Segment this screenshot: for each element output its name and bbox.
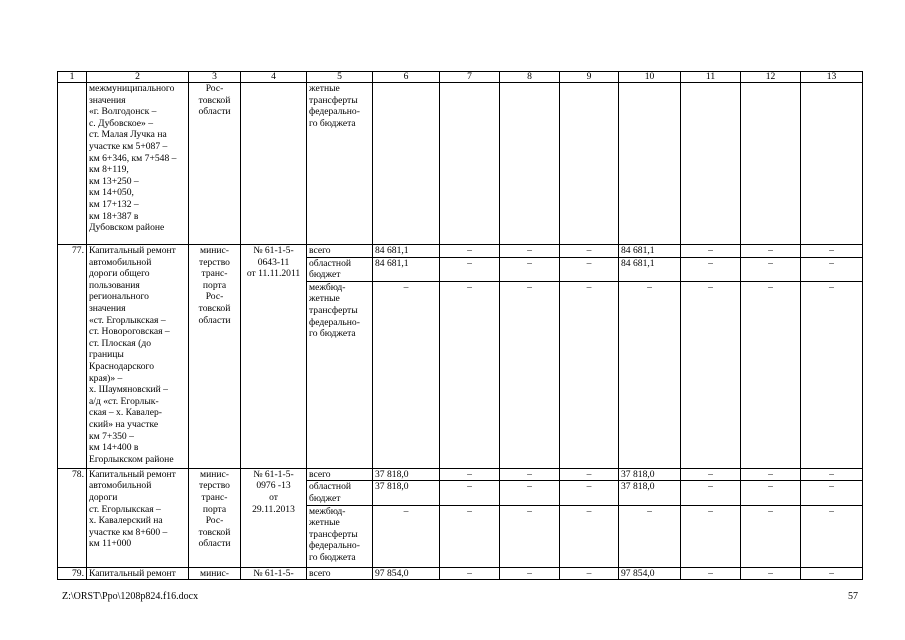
object-name: межмуниципального значения «г. Волгодонск – с. Дубовское» – ст. Малая Лучка на участке км 5+087 – км 6+346, км 7+548 – км 8+119, км 13+250 – км 14+050, км 17+132 – км 18+387 в Дубовском районе xyxy=(87,83,189,245)
document-number: № 61-1-5- 0643-11 от 11.11.2011 xyxy=(241,245,307,469)
column-number: 6 xyxy=(373,72,440,83)
table-row: областной бюджет 84 681,1 – – – 84 681,1 – – – xyxy=(58,257,863,281)
amount-col10: 37 818,0 xyxy=(619,481,681,505)
funding-source: жетные трансферты федерально- го бюджета xyxy=(307,83,373,245)
object-name: Капитальный ремонт автомобильной дороги ст. Егорлыкская – х. Кавалерский на участке км 8+600 – км 11+000 xyxy=(87,468,189,567)
funding-source: областной бюджет xyxy=(307,257,373,281)
document-number: № 61-1-5- xyxy=(241,567,307,580)
organization: минис- терство транс- порта Рос- товской области xyxy=(189,245,241,469)
amount-col6: 37 818,0 xyxy=(373,481,440,505)
funding-source: всего xyxy=(307,567,373,580)
amount-col6: 84 681,1 xyxy=(373,257,440,281)
amount-col6: 84 681,1 xyxy=(373,245,440,258)
column-number: 5 xyxy=(307,72,373,83)
object-name: Капитальный ремонт автомобильной дороги общего пользования регионального значения «ст. Егорлыкская – ст. Новороговская – ст. Плоская (до границы Краснодарского края)» – х. Шаумяновский – а/д «ст. Егорлык- ская – х. Кавалер- ский» на участке км 7+350 – км 14+400 в Егорлыкском районе xyxy=(87,245,189,469)
organization: Рос- товской области xyxy=(189,83,241,245)
amount-col6: 37 818,0 xyxy=(373,468,440,481)
column-number: 8 xyxy=(500,72,560,83)
amount-col10: 84 681,1 xyxy=(619,257,681,281)
column-number: 11 xyxy=(681,72,741,83)
column-number-row xyxy=(58,72,863,83)
table-row: 77. Капитальный ремонт автомобильной дороги общего пользования регионального значения «ст. Егорлыкская – ст. Новороговская – ст. Плоская (до границы Краснодарского края)» – х. Шаумяновский – а/д «ст. Егорлык- ская – х. Кавалер- ский» на участке км 7+350 – км 14+400 в Егорлыкском районе минис- терство транс- порта Рос- товской области № 61-1-5- 0643-11 от 11.11.2011 всего 84 681,1 – – – 84 681,1 – – – xyxy=(58,245,863,258)
organization: минис- xyxy=(189,567,241,580)
amount-col10: 97 854,0 xyxy=(619,567,681,580)
table-row-continued xyxy=(58,83,863,245)
column-number: 4 xyxy=(241,72,307,83)
table-row: межбюд- жетные трансферты федерально- го бюджета – – – – – – – – xyxy=(58,281,863,468)
column-number: 13 xyxy=(801,72,863,83)
table-row: 79. Капитальный ремонт минис- № 61-1-5- всего 97 854,0 – – – 97 854,0 – – – xyxy=(58,567,863,580)
table-row: областной бюджет 37 818,0 – – – 37 818,0 – – – xyxy=(58,481,863,505)
row-number: 79. xyxy=(58,567,87,580)
column-number: 2 xyxy=(87,72,189,83)
amount-col10: 37 818,0 xyxy=(619,468,681,481)
column-number: 1 xyxy=(58,72,87,83)
funding-source: межбюд- жетные трансферты федерально- го бюджета xyxy=(307,281,373,468)
column-number: 9 xyxy=(560,72,619,83)
column-number: 7 xyxy=(440,72,500,83)
funding-source: межбюд- жетные трансферты федерально- го бюджета xyxy=(307,505,373,567)
table-row: 78. Капитальный ремонт автомобильной дороги ст. Егорлыкская – х. Кавалерский на участке км 8+600 – км 11+000 минис- терство транс- порта Рос- товской области № 61-1-5- 0976 -13 от 29.11.2013 всего 37 818,0 – – – 37 818,0 – – – xyxy=(58,468,863,481)
row-number: 78. xyxy=(58,468,87,567)
file-path-footer: Z:\ORST\Ppo\1208p824.f16.docx xyxy=(62,591,199,602)
funding-source: всего xyxy=(307,468,373,481)
organization: минис- терство транс- порта Рос- товской области xyxy=(189,468,241,567)
amount-col6: 97 854,0 xyxy=(373,567,440,580)
column-number: 12 xyxy=(741,72,801,83)
table-row: межбюд- жетные трансферты федерально- го бюджета – – – – – – – – xyxy=(58,505,863,567)
row-number: 77. xyxy=(58,245,87,469)
object-name: Капитальный ремонт xyxy=(87,567,189,580)
page-number: 57 xyxy=(848,591,858,602)
document-number: № 61-1-5- 0976 -13 от 29.11.2013 xyxy=(241,468,307,567)
column-number: 3 xyxy=(189,72,241,83)
column-number: 10 xyxy=(619,72,681,83)
amount-col10: 84 681,1 xyxy=(619,245,681,258)
funding-source: областной бюджет xyxy=(307,481,373,505)
funding-source: всего xyxy=(307,245,373,258)
budget-table xyxy=(57,71,863,580)
